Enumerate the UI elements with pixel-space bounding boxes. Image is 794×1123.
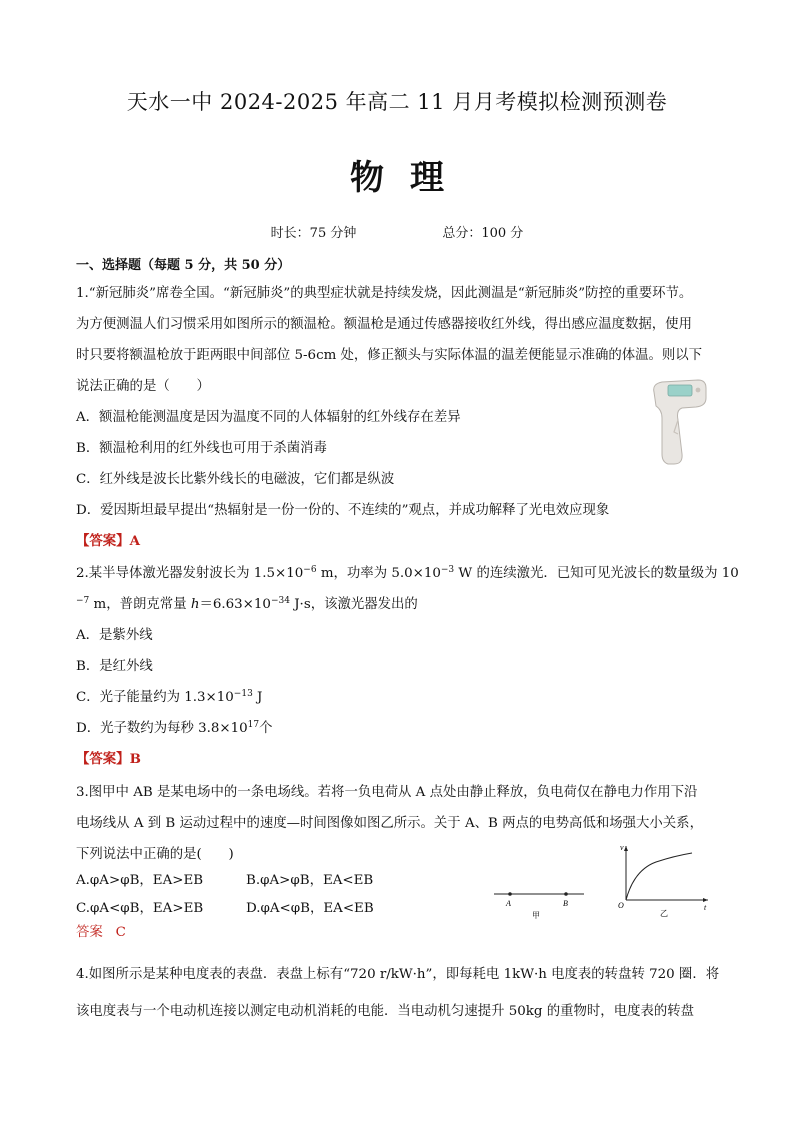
q1-option-c: C．红外线是波长比紫外线长的电磁波，它们都是纵波 — [76, 472, 395, 487]
figure-jia-field-line — [490, 860, 586, 922]
point-b-label: B — [563, 899, 568, 908]
answer-value: C — [115, 925, 126, 940]
q1-stem-line: 为方便测温人们习惯采用如图所示的额温枪。额温枪是通过传感器接收红外线，得出感应温度数据，使用 — [76, 317, 692, 332]
q3-option-c: C.φA<φB，EA>EB — [76, 901, 204, 916]
q1-option-d: D．爱因斯坦最早提出“热辐射是一份一份的、不连续的”观点，并成功解释了光电效应现象 — [76, 503, 610, 518]
infrared-thermometer-image — [648, 376, 708, 468]
q3-option-b: B.φA>φB，EA<EB — [246, 873, 374, 888]
total-score-label: 总分：100 分 — [442, 226, 524, 241]
q3-stem-line: 电场线从 A 到 B 运动过程中的速度—时间图像如图乙所示。关于 A、B 两点的电势高低和场强大小关系， — [76, 816, 703, 831]
q1-stem-line: 1.“新冠肺炎”席卷全国。“新冠肺炎”的典型症状就是持续发烧，因此测温是“新冠肺炎”防控的重要环节。 — [76, 286, 693, 301]
t-axis-label: t — [704, 903, 707, 912]
figure-jia-caption: 甲 — [532, 911, 540, 920]
q1-option-b: B．额温枪利用的红外线也可用于杀菌消毒 — [76, 441, 327, 456]
q4-stem-line: 该电度表与一个电动机连接以测定电动机消耗的电能．当电动机匀速提升 50kg 的重物时，电度表的转盘 — [76, 1004, 695, 1019]
q2-stem-line: $^{-7}$ m，普朗克常量 $h=6.63\times 10^{-34}$ J·s，该激光器发出的 — [76, 596, 418, 612]
figure-yi-vt-graph — [612, 840, 712, 922]
exam-title: 天水一中 2024-2025 年高二 11 月月考模拟检测预测卷 — [126, 90, 668, 114]
v-axis-label: v — [620, 843, 624, 852]
q2-stem-line: 2.某半导体激光器发射波长为 $1.5\times 10^{-6}$ m，功率为 $5.0\times 10^{-3}$ W 的连续激光．已知可见光波长的数量级为 10 — [76, 565, 739, 581]
answer-label: 【答案】 — [76, 751, 130, 767]
answer-value: A — [129, 533, 140, 549]
q1-stem-line: 时只要将额温枪放于距两眼中间部位 5-6cm 处，修正额头与实际体温的温差便能显示准确的体温。则以下 — [76, 348, 703, 363]
q1-option-a: A．额温枪能测温度是因为温度不同的人体辐射的红外线存在差异 — [76, 410, 461, 425]
q3-answer — [76, 921, 126, 940]
answer-value: B — [129, 751, 141, 767]
figure-yi-caption: 乙 — [660, 909, 668, 918]
q2-option-b: B．是红外线 — [76, 659, 153, 674]
q3-stem-line: 3.图甲中 AB 是某电场中的一条电场线。若将一负电荷从 A 点处由静止释放，负电荷仅在静电力作用下沿 — [76, 785, 698, 800]
section-heading: 一、选择题（每题 5 分，共 50 分） — [76, 258, 291, 273]
subject-title: 物理 — [350, 158, 470, 198]
q2-answer — [76, 748, 141, 767]
answer-label: 【答案】 — [76, 533, 130, 549]
point-a-label: A — [506, 899, 511, 908]
q4-stem-line: 4.如图所示是某种电度表的表盘．表盘上标有“720 r/kW·h”，即每耗电 1kW·h 电度表的转盘转 720 圈．将 — [76, 967, 720, 982]
answer-label: 答案 — [76, 925, 103, 940]
q3-option-d: D.φA<φB，EA<EB — [246, 901, 374, 916]
q2-option-c: C．光子能量约为 $1.3\times 10^{-13}$ J — [76, 689, 263, 705]
q1-answer — [76, 530, 140, 549]
q2-option-d: D．光子数约为每秒 $3.8\times 10^{17}$个 — [76, 720, 273, 736]
q2-option-a: A．是紫外线 — [76, 628, 153, 643]
q1-stem-line: 说法正确的是（ ） — [76, 379, 210, 394]
q3-option-a: A.φA>φB，EA>EB — [76, 873, 204, 888]
exam-meta — [0, 222, 794, 241]
duration-label: 时长：75 分钟 — [270, 226, 357, 241]
q3-stem-line: 下列说法中正确的是( ) — [76, 847, 234, 862]
origin-label: O — [618, 901, 624, 910]
